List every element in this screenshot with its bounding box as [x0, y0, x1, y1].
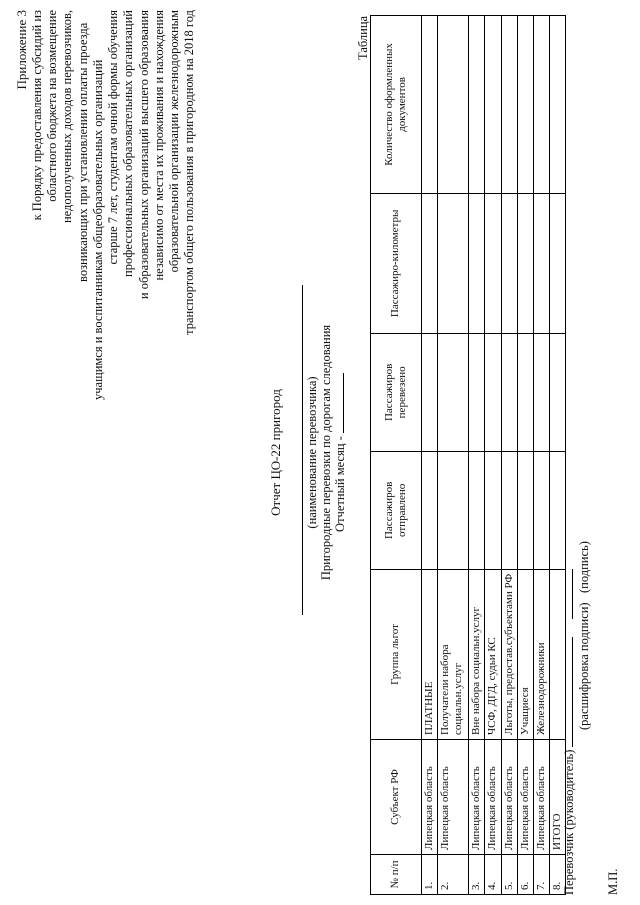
table-label: Таблица: [356, 15, 370, 60]
empty-cell: [550, 451, 566, 569]
header-cell: Субъект РФ: [371, 740, 422, 855]
header-cell: Пассажиро-километры: [371, 193, 422, 333]
row-subject: Липецкая область: [469, 740, 485, 855]
report-title: Отчет ЦО-22 пригород: [268, 389, 283, 516]
appendix-line: старше 7 лет, студентам очной формы обучения: [106, 10, 121, 265]
appendix-block: [14, 10, 198, 400]
row-group: Железнодорожники: [533, 569, 549, 739]
table-row: [469, 16, 485, 895]
table-row: [533, 16, 549, 895]
table-row: [501, 16, 517, 895]
appendix-line: учащимся и воспитанникам общеобразовательных организаций: [90, 59, 105, 400]
row-number: 8.: [550, 855, 566, 895]
row-number: 5.: [501, 855, 517, 895]
sign-caption: (подпись): [577, 541, 591, 593]
appendix-heading: Приложение 3: [14, 10, 29, 90]
row-number: 2.: [438, 855, 469, 895]
appendix-line: областного бюджета на возмещение: [45, 10, 60, 202]
empty-cell: [517, 333, 533, 451]
decode-caption: (расшифровка подписи): [577, 602, 591, 730]
row-number: 4.: [485, 855, 501, 895]
empty-cell: [485, 193, 501, 333]
row-subject: Липецкая область: [485, 740, 501, 855]
signature-sign-blank: [562, 569, 573, 619]
appendix-line: и образовательных организаций высшего образования: [136, 10, 151, 300]
row-subject: ИТОГО: [550, 740, 566, 855]
appendix-line: профессиональных образовательных организаций: [121, 10, 136, 277]
header-cell: Пассажиров отправлено: [371, 451, 422, 569]
empty-cell: [469, 333, 485, 451]
empty-cell: [501, 333, 517, 451]
empty-cell: [469, 193, 485, 333]
empty-cell: [485, 333, 501, 451]
row-group: Льготы, предостав.субъектами РФ: [501, 569, 517, 739]
table-row: [438, 16, 469, 895]
routes-caption: Пригородные перевозки по дорогам следования: [319, 324, 333, 581]
signature-label: Перевозчик (руководитель): [562, 749, 576, 895]
header-cell: Группа льгот: [371, 569, 422, 739]
row-group: Получатели набора социальн.услуг: [438, 569, 469, 739]
empty-cell: [422, 16, 438, 194]
empty-cell: [550, 193, 566, 333]
row-subject: Липецкая область: [438, 740, 469, 855]
empty-cell: [438, 16, 469, 194]
appendix-line: недополученных доходов перевозчиков,: [60, 10, 75, 224]
row-number: 6.: [517, 855, 533, 895]
row-subject: Липецкая область: [422, 740, 438, 855]
reporting-month-label: Отчетный месяц -: [333, 436, 347, 532]
empty-cell: [422, 193, 438, 333]
stamp-label: М.П.: [606, 868, 620, 895]
empty-cell: [517, 451, 533, 569]
table-row: [517, 16, 533, 895]
row-number: 3.: [469, 855, 485, 895]
empty-cell: [533, 16, 549, 194]
appendix-line: транспортом общего пользования в пригородном на 2018 год: [182, 10, 197, 335]
carrier-caption: (наименование перевозчика): [305, 376, 319, 529]
row-group: Учащиеся: [517, 569, 533, 739]
reporting-month: [333, 0, 348, 905]
header-cell: № п/п: [371, 855, 422, 895]
empty-cell: [485, 16, 501, 194]
signature-line: [562, 569, 577, 895]
row-subject: Липецкая область: [517, 740, 533, 855]
appendix-line: возникающих при установлении оплаты проезда: [75, 22, 90, 282]
row-subject: Липецкая область: [533, 740, 549, 855]
empty-cell: [469, 451, 485, 569]
empty-cell: [517, 16, 533, 194]
appendix-line: образовательной организации железнодорожным: [167, 10, 182, 273]
header-cell: Количество оформленных документов: [371, 16, 422, 194]
header-cell: Пассажиров перевезено: [371, 333, 422, 451]
appendix-line: независимо от места их проживания и нахождения: [151, 10, 166, 281]
empty-cell: [550, 333, 566, 451]
row-group: ПЛАТНЫЕ: [422, 569, 438, 739]
row-subject: Липецкая область: [501, 740, 517, 855]
empty-cell: [422, 451, 438, 569]
row-group: ЧСФ, ДГД, судьи КС: [485, 569, 501, 739]
empty-cell: [469, 16, 485, 194]
empty-cell: [501, 193, 517, 333]
empty-cell: [550, 16, 566, 194]
empty-cell: [533, 451, 549, 569]
empty-cell: [533, 193, 549, 333]
row-number: 7.: [533, 855, 549, 895]
appendix-line: к Порядку предоставления субсидий из: [29, 10, 44, 221]
signature-name-blank: [562, 637, 573, 747]
empty-cell: [438, 193, 469, 333]
table-row: [422, 16, 438, 895]
empty-cell: [438, 451, 469, 569]
empty-cell: [485, 451, 501, 569]
empty-cell: [517, 193, 533, 333]
row-number: 1.: [422, 855, 438, 895]
table-header-row: [371, 16, 422, 895]
empty-cell: [501, 451, 517, 569]
row-group: Вне набора социальн.услуг: [469, 569, 485, 739]
empty-cell: [438, 333, 469, 451]
empty-cell: [501, 16, 517, 194]
report-table: [370, 15, 566, 895]
carrier-name-line: [302, 285, 303, 615]
reporting-month-blank: [333, 373, 344, 433]
empty-cell: [533, 333, 549, 451]
table-row: [485, 16, 501, 895]
empty-cell: [422, 333, 438, 451]
